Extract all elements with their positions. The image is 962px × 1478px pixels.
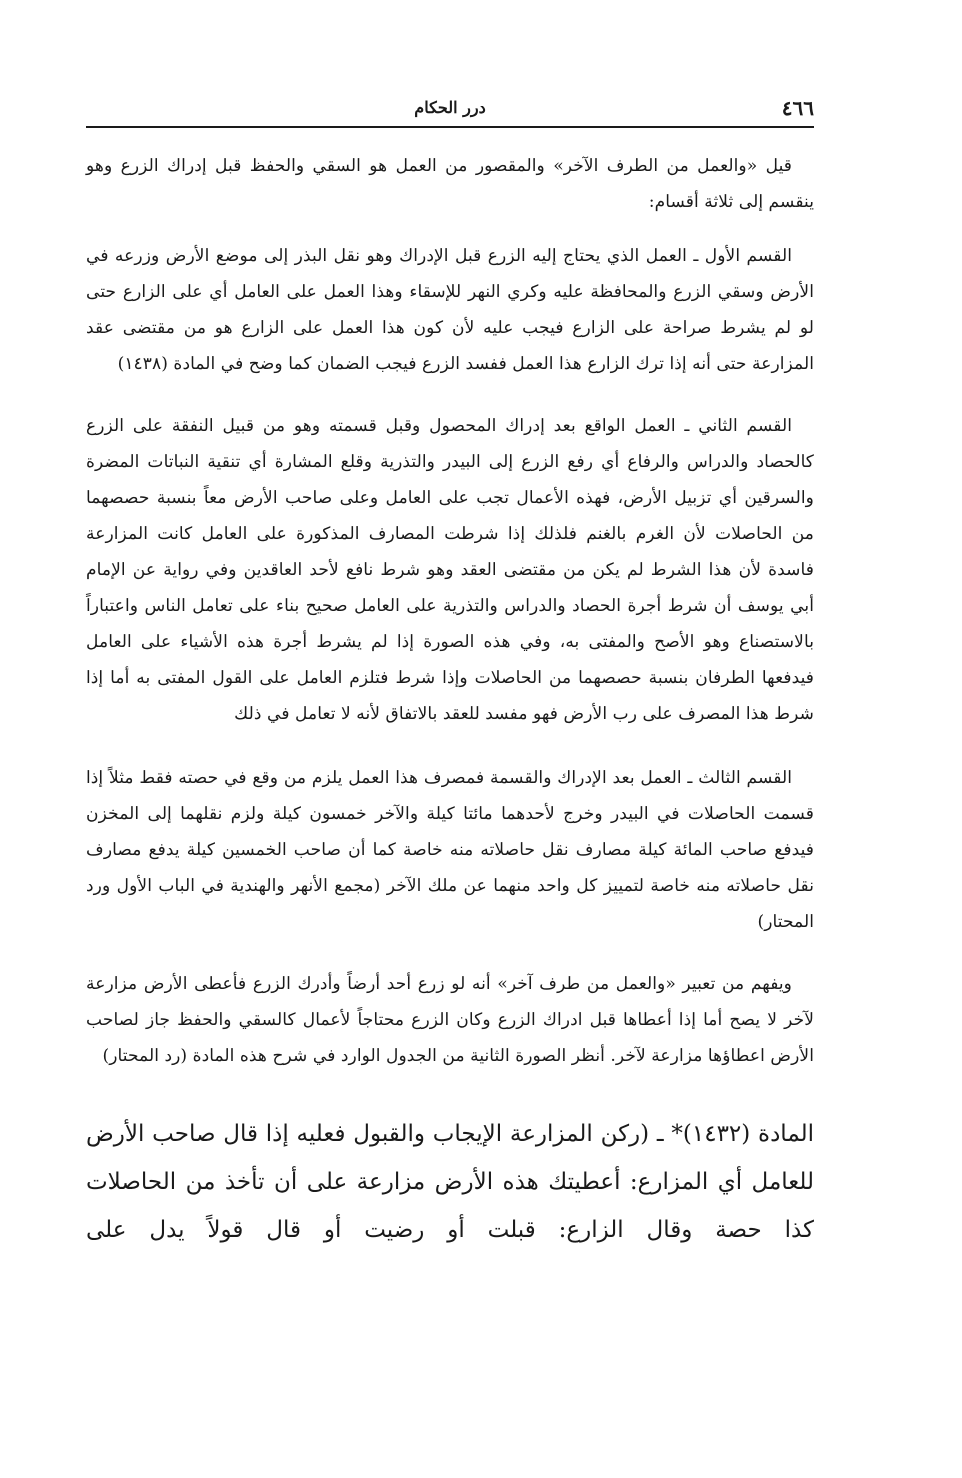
commentary-second-section: القسم الثاني ـ العمل الواقع بعد إدراك المحصول وقبل قسمته وهو من قبيل النفقة على الزرع كالحصاد والدراس والرفاع أي رفع الزرع إلى البيدر والتذرية وقلع المشارة أي تنقية النباتات المضرة والسرقين أي تزبيل الأرض، فهذه الأعمال تجب على العامل وعلى صاحب الأرض معاً بنسبة حصصهما من الحاصلات لأن الغرم بالغنم فلذلك إذا شرطت المصارف المذكورة على العامل كانت المزارعة فاسدة لأن هذا الشرط لم يكن من مقتضى العقد وهو شرط نافع لأحد العاقدين وفي رواية عن الإمام أبي يوسف أن شرط أجرة الحصاد والدراس والتذرية على العامل صحيح بناء على تعامل الناس واعتباراً بالاستصناع وهو الأصح والمفتى به، وفي هذه الصورة إذا لم يشرط أجرة هذه الأشياء على العامل فيدفعها الطرفان بنسبة حصصهما من الحاصلات وإذا شرط فتلزم العامل على القول المفتى به أما إذا شرط هذا المصرف على رب الأرض فهو مفسد للعقد بالاتفاق لأنه لا تعامل في ذلك [86,416,814,724]
commentary-first-section: القسم الأول ـ العمل الذي يحتاج إليه الزرع قبل الإدراك وهو نقل البذر إلى موضع الأرض وزرعه في الأرض وسقي الزرع والمحافظة عليه وكري النهر للإسقاء وهذا العمل على العامل أي على الزارع حتى لو لم يشرط صراحة على الزارع فيجب عليه لأن كون هذا العمل على الزارع هو من مقتضى عقد المزارعة حتى أنه إذا ترك الزارع هذا العمل ففسد الزرع فيجب الضمان كما وضح في المادة (١٤٣٨) [86,246,814,374]
book-title: درر الحكام [414,98,486,117]
commentary-note: ويفهم من تعبير «والعمل من طرف آخر» أنه لو زرع أحد أرضاً وأدرك الزرع فأعطى الأرض مزارعة لآخر لا يصح أما إذا أعطاها قبل ادراك الزرع وكان الزرع محتاجاً لأعمال كالسقي والحفظ جاز لصاحب الأرض اعطاؤها مزارعة لآخر. أنظر الصورة الثانية من الجدول الوارد في شرح هذه المادة (رد المحتار) [86,974,814,1066]
running-header [86,92,814,128]
page-number: ٤٦٦ [781,96,814,120]
commentary-intro: قيل «والعمل من الطرف الآخر» والمقصور من العمل هو السقي والحفظ قبل إدراك الزرع وهو ينقسم إلى ثلاثة أقسام: [86,156,814,212]
article-text: المادة (١٤٣٢)* ـ (ركن المزارعة الإيجاب والقبول فعليه إذا قال صاحب الأرض للعامل أي المزارع: أعطيتك هذه الأرض مزارعة على أن تأخذ من الحاصلات كذا حصة وقال الزارع: قبلت أو رضيت أو قال قولاً يدل على [86,1121,815,1243]
book-page [86,92,814,1254]
commentary-third-section: القسم الثالث ـ العمل بعد الإدراك والقسمة فمصرف هذا العمل يلزم من وقع في حصته فقط مثلاً إذا قسمت الحاصلات في البيدر وخرج لأحدهما مائتا كيلة والآخر خمسون كيلة ولزم نقلهما إلى المخزن فيدفع صاحب المائة كيلة مصارف نقل حاصلاته منه خاصة كما أن صاحب الخمسين كيلة يدفع مصارف نقل حاصلاته منه خاصة لتمييز كل واحد منهما عن ملك الآخر (مجمع الأنهر والهندية في الباب الأول ورد المحتار) [86,768,814,932]
